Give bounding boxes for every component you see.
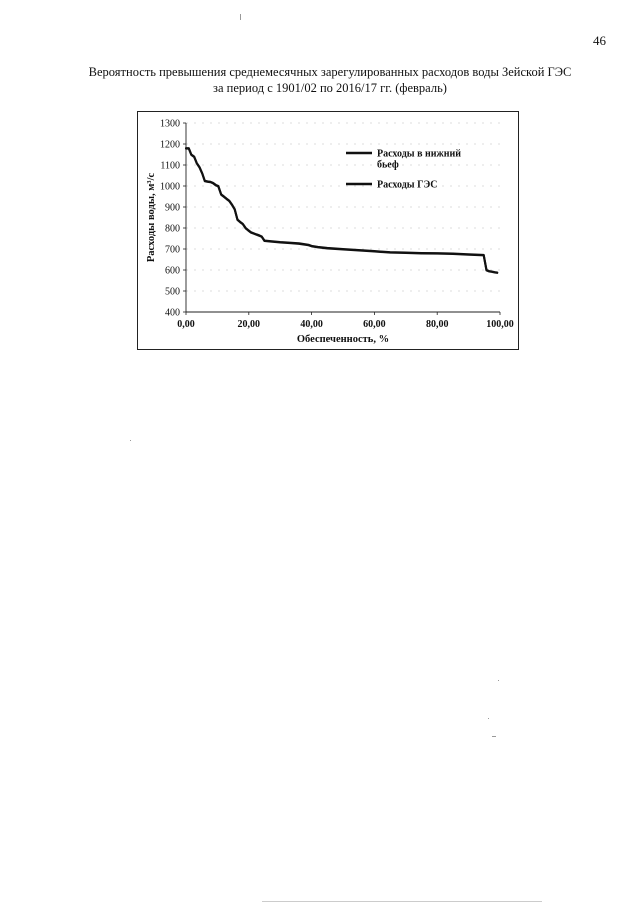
scan-speck bbox=[498, 680, 499, 681]
scan-speck bbox=[130, 440, 131, 441]
y-tick-label: 800 bbox=[165, 223, 180, 235]
y-tick-label: 900 bbox=[165, 202, 180, 214]
scan-speck bbox=[240, 14, 241, 20]
x-tick-label: 100,00 bbox=[486, 319, 514, 330]
chart-title bbox=[40, 64, 620, 96]
y-tick-label: 500 bbox=[165, 286, 180, 298]
y-axis-title: Расходы воды, м³/с bbox=[146, 172, 157, 263]
line-chart bbox=[138, 112, 518, 349]
y-tick-label: 1100 bbox=[160, 160, 180, 172]
x-tick-label: 20,00 bbox=[237, 319, 261, 330]
x-axis-title: Обеспеченность, % bbox=[296, 334, 390, 345]
x-tick-label: 0,00 bbox=[177, 319, 195, 330]
series-line-2 bbox=[186, 149, 497, 273]
y-tick-label: 1200 bbox=[160, 139, 180, 151]
x-tick-label: 60,00 bbox=[363, 319, 386, 330]
page-number: 46 bbox=[593, 33, 606, 48]
y-tick-label: 1000 bbox=[160, 181, 180, 193]
scan-edge bbox=[262, 901, 542, 902]
chart-title-line-1: Вероятность превышения среднемесячных зарегулированных расходов воды Зейской ГЭС bbox=[88, 65, 572, 79]
scan-speck bbox=[492, 736, 496, 737]
x-tick-label: 80,00 bbox=[425, 319, 449, 330]
x-tick-label: 40,00 bbox=[300, 319, 323, 330]
y-tick-label: 1300 bbox=[160, 118, 180, 130]
y-tick-label: 400 bbox=[165, 307, 180, 319]
chart-title-line-2: за период с 1901/02 по 2016/17 гг. (февраль) bbox=[213, 81, 447, 95]
legend-label: Расходы ГЭС bbox=[377, 179, 438, 191]
legend-label: Расходы в нижний бьеф bbox=[377, 148, 462, 171]
y-tick-label: 700 bbox=[165, 244, 180, 256]
scan-speck bbox=[488, 718, 489, 719]
y-tick-label: 600 bbox=[165, 265, 180, 277]
chart-frame bbox=[137, 111, 519, 350]
